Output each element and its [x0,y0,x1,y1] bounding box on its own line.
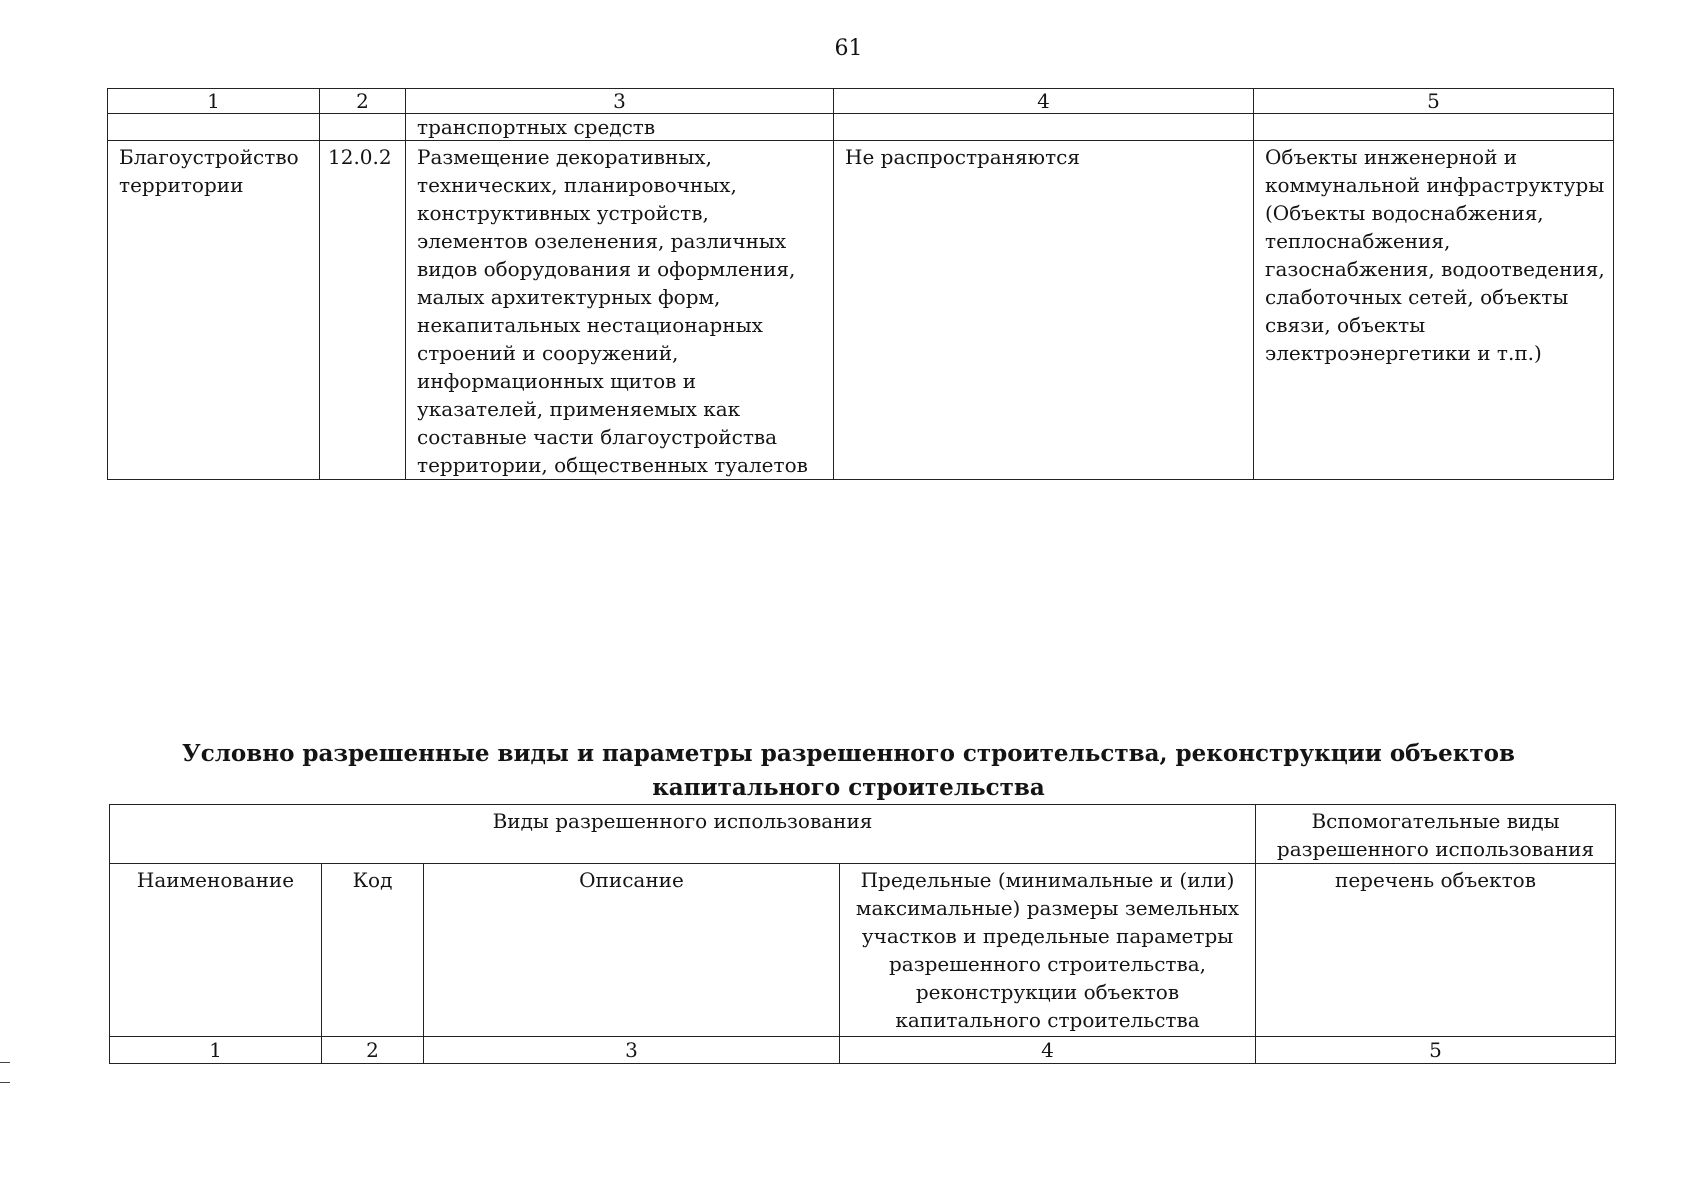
col-number-1: 1 [108,89,320,114]
continuation-cell-5 [1254,114,1614,141]
continuation-cell-3: транспортных средств [406,114,834,141]
section-heading-line-1: Условно разрешенные виды и параметры разрешенного строительства, реконструкции объектов [182,740,1515,767]
col-number-4: 4 [840,1037,1256,1064]
col-number-3: 3 [424,1037,840,1064]
scan-margin-mark [0,1082,10,1083]
conditionally-permitted-uses-table [109,804,1616,1064]
column-header-row [110,864,1616,1037]
group-header-row [110,805,1616,864]
column-number-row [110,1037,1616,1064]
header-objects-list: перечень объектов [1256,864,1616,1037]
col-number-5: 5 [1254,89,1614,114]
header-description: Описание [424,864,840,1037]
continuation-cell-4 [834,114,1254,141]
section-heading-line-2: капитального строительства [652,774,1045,801]
header-code: Код [322,864,424,1037]
col-number-1: 1 [110,1037,322,1064]
scan-margin-mark [0,1062,10,1063]
auxiliary-objects-cell: Объекты инженерной и коммунальной инфраструктуры (Объекты водоснабжения, теплоснабжения, газоснабжения, водоотведения, слаботочных сетей, объекты связи, объекты электроэнергетики и т.п.) [1254,141,1614,480]
use-code-cell: 12.0.2 [320,141,406,480]
section-heading [0,737,1697,805]
use-limits-cell: Не распространяются [834,141,1254,480]
header-limits: Предельные (минимальные и (или) максимальные) размеры земельных участков и предельные параметры разрешенного строительства, реконструкции объектов капитального строительства [840,864,1256,1037]
use-name-cell: Благоустройство территории [108,141,320,480]
table-row [108,141,1614,480]
col-number-2: 2 [322,1037,424,1064]
continuation-row [108,114,1614,141]
permitted-uses-table-continued [107,88,1614,480]
permitted-uses-group-header: Виды разрешенного использования [110,805,1256,864]
use-description-cell: Размещение декоративных, технических, планировочных, конструктивных устройств, элементов озеленения, различных видов оборудования и оформления, малых архитектурных форм, некапитальных нестационарных строений и сооружений, информационных щитов и указателей, применяемых как составные части благоустройства территории, общественных туалетов [406,141,834,480]
col-number-4: 4 [834,89,1254,114]
continuation-cell-1 [108,114,320,141]
header-name: Наименование [110,864,322,1037]
continuation-cell-2 [320,114,406,141]
page-number: 61 [834,36,863,61]
col-number-5: 5 [1256,1037,1616,1064]
auxiliary-uses-header: Вспомогательные виды разрешенного использования [1256,805,1616,864]
col-number-3: 3 [406,89,834,114]
column-number-row [108,89,1614,114]
col-number-2: 2 [320,89,406,114]
